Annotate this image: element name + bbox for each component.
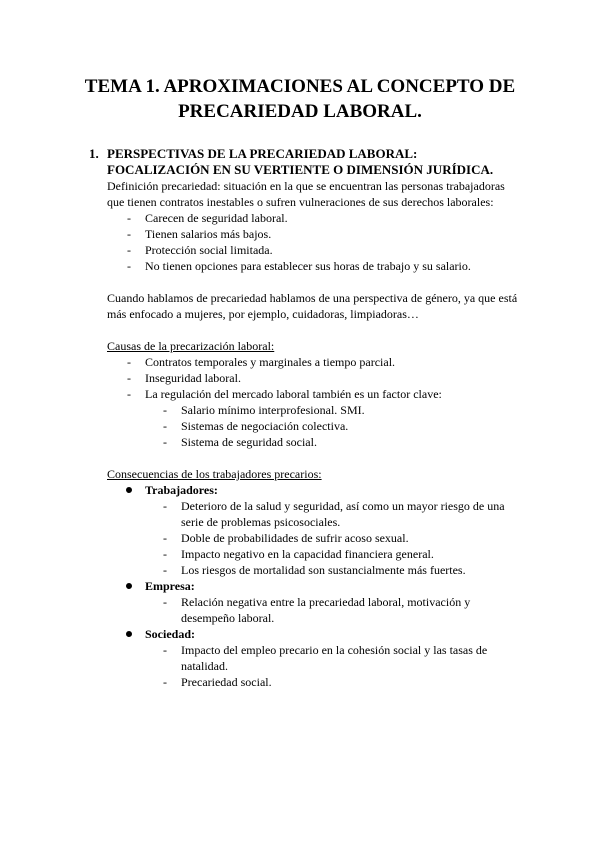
section-heading-line-1: PERSPECTIVAS DE LA PRECARIEDAD LABORAL:: [107, 146, 418, 161]
dash-marker: -: [163, 563, 167, 577]
cause-subitem: Sistema de seguridad social.: [181, 435, 317, 449]
list-subitem: [107, 674, 527, 690]
workers-item-line: Doble de probabilidades de sufrir acoso sexual.: [181, 531, 409, 545]
list-item: [107, 226, 527, 242]
company-label: Empresa:: [145, 579, 195, 593]
workers-item-line: serie de problemas psicosociales.: [181, 515, 341, 529]
definition-item: Tienen salarios más bajos.: [145, 227, 272, 241]
dash-marker: -: [163, 435, 167, 449]
society-item-line: Precariedad social.: [181, 675, 272, 689]
workers-label: Trabajadores:: [145, 483, 218, 497]
cause-subitem: Salario mínimo interprofesional. SMI.: [181, 403, 365, 417]
page-title: [60, 74, 540, 124]
definition-line-2: que tienen contratos inestables o sufren vulneraciones de sus derechos laborales:: [107, 195, 494, 209]
dash-marker: -: [127, 243, 131, 257]
list-subitem: [107, 562, 527, 578]
definition-item: Carecen de seguridad laboral.: [145, 211, 288, 225]
list-item: [107, 370, 527, 386]
section-number: 1.: [89, 146, 99, 161]
dash-marker: -: [163, 499, 167, 513]
cause-subitem: Sistemas de negociación colectiva.: [181, 419, 349, 433]
dash-marker: -: [163, 531, 167, 545]
dash-marker: -: [163, 643, 167, 657]
definition-line-1: Definición precariedad: situación en la que se encuentran las personas trabajadoras: [107, 179, 505, 193]
section-body: [107, 178, 527, 690]
consequences-heading: Consecuencias de los trabajadores precarios:: [107, 467, 322, 481]
bullet-marker: [126, 487, 132, 493]
list-subitem: [107, 546, 527, 562]
list-item: [107, 354, 527, 370]
list-subitem: [107, 594, 527, 626]
list-item: [107, 210, 527, 226]
dash-marker: -: [127, 259, 131, 273]
list-item: [107, 242, 527, 258]
dash-marker: -: [127, 371, 131, 385]
list-subitem: [107, 530, 527, 546]
bullet-marker: [126, 583, 132, 589]
society-label: Sociedad:: [145, 627, 196, 641]
definition-item: Protección social limitada.: [145, 243, 273, 257]
list-item: [107, 386, 527, 402]
society-item-line: natalidad.: [181, 659, 228, 673]
company-item-line: desempeño laboral.: [181, 611, 275, 625]
section-heading: [107, 146, 493, 178]
dash-marker: -: [163, 547, 167, 561]
definition-item: No tienen opciones para establecer sus horas de trabajo y su salario.: [145, 259, 471, 273]
cause-item: Inseguridad laboral.: [145, 371, 241, 385]
bullet-item: [107, 482, 527, 498]
workers-item-line: Deterioro de la salud y seguridad, así como un mayor riesgo de una: [181, 499, 505, 513]
dash-marker: -: [163, 419, 167, 433]
society-item-line: Impacto del empleo precario en la cohesión social y las tasas de: [181, 643, 488, 657]
list-subitem: [107, 434, 527, 450]
section-heading-line-2: FOCALIZACIÓN EN SU VERTIENTE O DIMENSIÓN JURÍDICA.: [107, 162, 494, 177]
dash-marker: -: [127, 355, 131, 369]
title-line-1: TEMA 1. APROXIMACIONES AL CONCEPTO DE: [84, 76, 516, 97]
list-subitem: [107, 498, 527, 530]
title-line-2: PRECARIEDAD LABORAL.: [178, 101, 422, 122]
dash-marker: -: [127, 211, 131, 225]
dash-marker: -: [127, 387, 131, 401]
list-subitem: [107, 642, 527, 674]
gender-line-1: Cuando hablamos de precariedad hablamos de una perspectiva de género, ya que está: [107, 291, 518, 305]
dash-marker: -: [163, 595, 167, 609]
list-subitem: [107, 402, 527, 418]
bullet-item: [107, 578, 527, 594]
gender-line-2: más enfocado a mujeres, por ejemplo, cuidadoras, limpiadoras…: [107, 307, 419, 321]
dash-marker: -: [163, 675, 167, 689]
bullet-item: [107, 626, 527, 642]
bullet-marker: [126, 631, 132, 637]
company-item-line: Relación negativa entre la precariedad laboral, motivación y: [181, 595, 471, 609]
list-item: [107, 258, 527, 274]
list-subitem: [107, 418, 527, 434]
workers-item-line: Impacto negativo en la capacidad financiera general.: [181, 547, 434, 561]
dash-marker: -: [163, 403, 167, 417]
causes-heading: Causas de la precarización laboral:: [107, 339, 275, 353]
cause-item: La regulación del mercado laboral también es un factor clave:: [145, 387, 442, 401]
dash-marker: -: [127, 227, 131, 241]
cause-item: Contratos temporales y marginales a tiempo parcial.: [145, 355, 396, 369]
workers-item-line: Los riesgos de mortalidad son sustancialmente más fuertes.: [181, 563, 466, 577]
